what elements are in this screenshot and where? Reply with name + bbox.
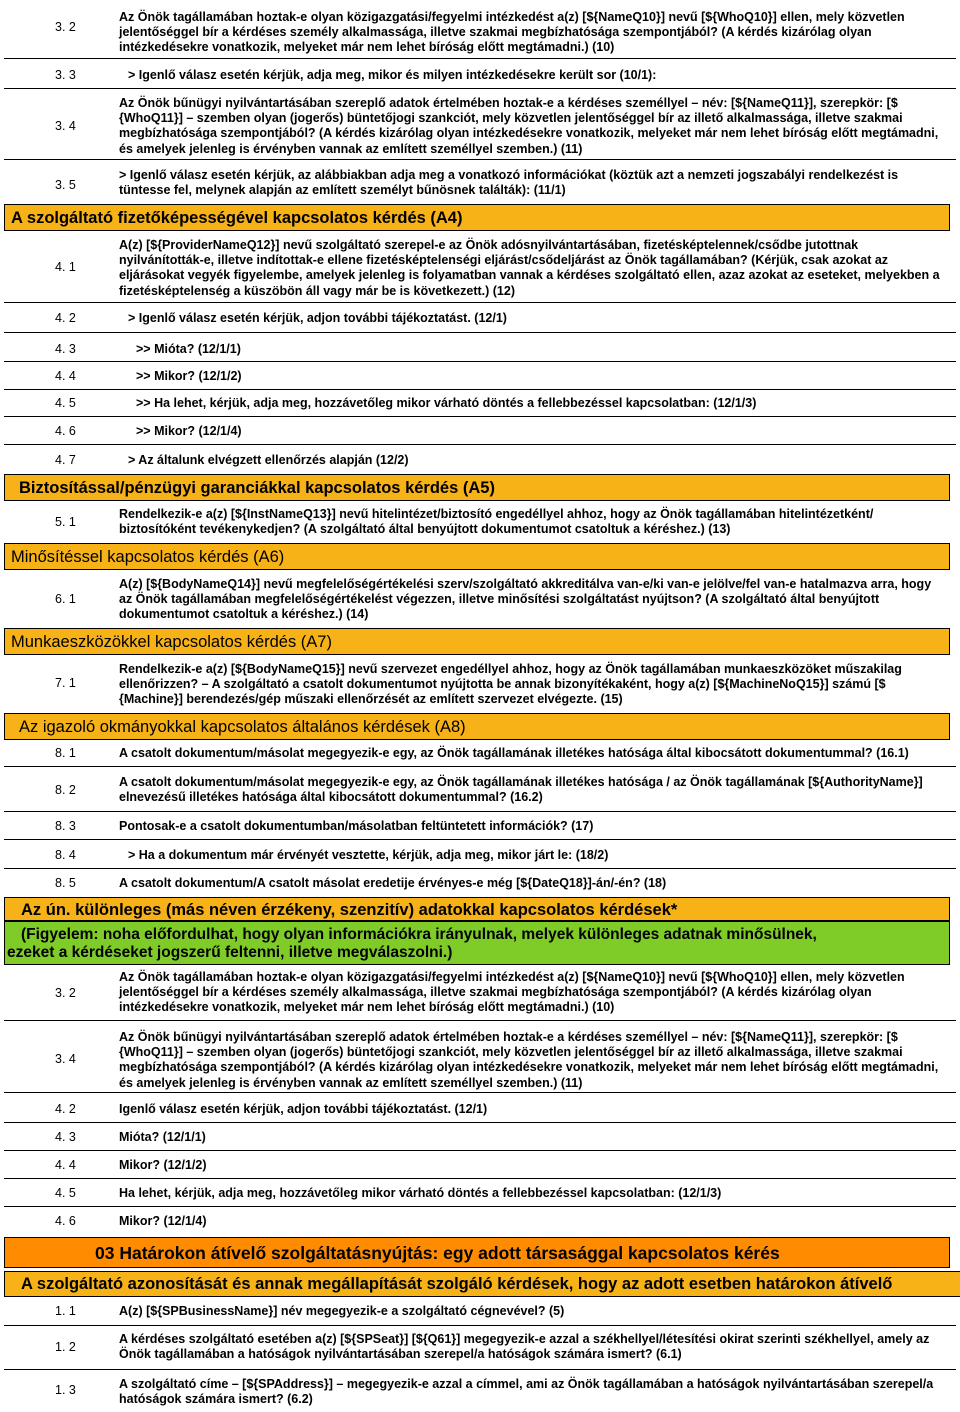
divider <box>4 1178 956 1179</box>
section-header-identification: A szolgáltató azonosítását és annak megállapítását szolgáló kérdések, hogy az adott esetben határokon átívelő <box>4 1271 960 1297</box>
item-number: 6. 1 <box>55 592 76 606</box>
divider <box>4 868 956 869</box>
item-number: 4. 3 <box>55 342 76 356</box>
divider <box>4 1020 956 1021</box>
item-number: 3. 3 <box>55 68 76 82</box>
question-text: >> Mióta? (12/1/1) <box>136 342 241 356</box>
question-text: A(z) [${SPBusinessName}] név megegyezik-e a szolgáltató cégnevével? (5) <box>119 1304 565 1318</box>
item-number: 4. 3 <box>55 1130 76 1144</box>
question-text: Az Önök tagállamában hoztak-e olyan közigazgatási/fegyelmi intézkedést a(z) [${NameQ10}] nevű [${WhoQ10}] ellen, mely közvetlen jelentőséggel bír a kérdéses személy alkalmassága, illetve szakmai megbízhatósága szempontjából? (A kérdés kizárólag olyan intézkedésekre vonatkozik, melyeket már nem lehet bíróság előtt megtámadni.) (10) <box>119 970 905 1015</box>
divider <box>4 1150 956 1151</box>
divider <box>4 389 956 390</box>
divider <box>4 1092 956 1093</box>
item-number: 8. 4 <box>55 848 76 862</box>
warning-line-1: (Figyelem: noha előfordulhat, hogy olyan információkra irányulnak, melyek különleges adatnak minősülnek, <box>21 926 817 943</box>
item-number: 1. 3 <box>55 1383 76 1397</box>
divider <box>4 1369 956 1370</box>
item-number: 5. 1 <box>55 515 76 529</box>
divider <box>4 444 956 445</box>
question-text: > Igenlő válasz esetén kérjük, az alábbiakban adja meg a vonatkozó információkat (köztük azt a nemzeti jogszabályi rendelkezést is tüntesse fel, melynek alapján az említett személyt bűnösnek találták): (11/1) <box>119 168 899 198</box>
question-text: Igenlő válasz esetén kérjük, adjon további tájékoztatást. (12/1) <box>119 1102 488 1116</box>
item-number: 8. 1 <box>55 746 76 760</box>
question-text: Az Önök bűnügyi nyilvántartásában szereplő adatok értelmében hoztak-e a kérdéses személlyel – név: [${NameQ11}], szerepkör: [$ {WhoQ11}] – szemben olyan (jogerős) büntetőjogi szankciót, mely közvetlen jelentőséggel bír az illető alkalmassága, illetve szakmai megbízhatósága szempontjából? (A kérdés kizárólag olyan intézkedésekre vonatkozik, melyeket már nem lehet bíróság előtt megtámadni, és amelyek jelenleg is érvényben vannak az említett személlyel szemben.) (11) <box>119 1030 939 1090</box>
question-text: A(z) [${BodyNameQ14}] nevű megfelelőségértékelési szerv/szolgáltató akkreditálva van-e/ki van-e jelölve/fel van-e hatalmazva arra, hogy az Önök tagállamában megfelelőségértékelést végezzen, illetve minősítési szolgáltatást nyújtson? (A szolgáltató által benyújtott dokumentumot csatoltuk a kéréshez.) (14) <box>119 577 932 622</box>
question-text: A csatolt dokumentum/másolat megegyezik-e egy, az Önök tagállamának illetékes hatósága / az Önök tagállamának [${AuthorityName}] elnevezésű illetékes hatósága által kibocsátott dokumentummal? (16.2) <box>119 775 923 805</box>
question-text: Mióta? (12/1/1) <box>119 1130 206 1144</box>
question-text: Az Önök bűnügyi nyilvántartásában szereplő adatok értelmében hoztak-e a kérdéses személlyel – név: [${NameQ11}], szerepkör: [$ {WhoQ11}] – szemben olyan (jogerős) büntetőjogi szankciót, mely közvetlen jelentőséggel bír az illető alkalmassága, illetve szakmai megbízhatósága szempontjából? (A kérdés kizárólag olyan intézkedésekre vonatkozik, melyeket már nem lehet bíróság előtt megtámadni, és amelyek jelenleg is érvényben vannak az említett személlyel szemben.) (11) <box>119 96 939 156</box>
divider <box>4 159 956 160</box>
question-text: Ha lehet, kérjük, adja meg, hozzávetőleg mikor várható döntés a fellebbezéssel kapcsolatban: (12/1/3) <box>119 1186 722 1200</box>
question-text: >> Mikor? (12/1/2) <box>136 369 242 383</box>
divider <box>4 361 956 362</box>
item-number: 4. 2 <box>55 1102 76 1116</box>
main-header-03: 03 Határokon átívelő szolgáltatásnyújtás: egy adott társasággal kapcsolatos kérés <box>4 1237 950 1268</box>
question-text: A szolgáltató címe – [${SPAddress}] – megegyezik-e azzal a címmel, ami az Önök tagállamában a hatóságok nyilvántartásában szerepel/a hatóságok számára ismert? (6.2) <box>119 1377 934 1407</box>
item-number: 3. 2 <box>55 20 76 34</box>
item-number: 1. 1 <box>55 1304 76 1318</box>
divider <box>4 811 956 812</box>
question-text: > Az általunk elvégzett ellenőrzés alapján (12/2) <box>128 453 409 467</box>
question-text: A(z) [${ProviderNameQ12}] nevű szolgáltató szerepel-e az Önök adósnyilvántartásában, fizetésképtelennek/csődbe jutottnak nyilvánították-e, illetve indítottak-e ellene fizetésképtelenségi eljárást/csődeljárást az Önök tagállamában? (Kérjük, csak azokat az eljárásokat vegyék figyelembe, amelyek jelenleg is folyamatban vannak a kérdéses szolgáltató ellen, azaz azokat az eseteket, melyekben a fizetésképtelenség a küszöbön áll vagy már be is következett.) (12) <box>119 238 940 298</box>
divider <box>4 1206 956 1207</box>
question-text: Mikor? (12/1/4) <box>119 1214 207 1228</box>
question-text: A kérdéses szolgáltató esetében a(z) [${SPSeat}] [${Q61}] megegyezik-e azzal a székhellyel/létesítési okirat szerinti székhellyel, amely az Önök tagállamában a hatóságok nyilvántartásában szerepel/a hatóságok számára ismert? (6.1) <box>119 1332 930 1362</box>
section-header-a7: Munkaeszközökkel kapcsolatos kérdés (A7) <box>4 628 950 655</box>
item-number: 7. 1 <box>55 676 76 690</box>
question-text: >> Ha lehet, kérjük, adja meg, hozzávetőleg mikor várható döntés a fellebbezéssel kapcsolatban: (12/1/3) <box>136 396 757 410</box>
question-text: Rendelkezik-e a(z) [${BodyNameQ15}] nevű szervezet engedéllyel ahhoz, hogy az Önök tagállamában munkaeszközöket műszakilag ellenőrizzen? – A szolgáltató a csatolt dokumentumot nyújtotta be annak bizonyítékaként, hogy a(z) [${MachineNoQ15}] számú [$ {Machine}] berendezés/gép műszaki ellenőrzését az említett szervezet elvégezte. (15) <box>119 662 902 707</box>
section-header-a8: Az igazoló okmányokkal kapcsolatos általános kérdések (A8) <box>4 713 950 740</box>
divider <box>4 332 956 333</box>
question-text: A csatolt dokumentum/másolat megegyezik-e egy, az Önök tagállamának illetékes hatósága által kibocsátott dokumentummal? (16.1) <box>119 746 909 760</box>
section-header-a5: Biztosítással/pénzügyi garanciákkal kapcsolatos kérdés (A5) <box>4 474 950 501</box>
warning-line-2: ezeket a kérdéseket jogszerű feltenni, illetve megválaszolni.) <box>7 944 453 961</box>
item-number: 4. 4 <box>55 1158 76 1172</box>
divider <box>4 839 956 840</box>
section-header-a4: A szolgáltató fizetőképességével kapcsolatos kérdés (A4) <box>4 204 950 231</box>
item-number: 3. 4 <box>55 119 76 133</box>
item-number: 4. 7 <box>55 453 76 467</box>
question-text: > Igenlő válasz esetén kérjük, adjon további tájékoztatást. (12/1) <box>128 311 507 325</box>
item-number: 4. 6 <box>55 1214 76 1228</box>
question-text: A csatolt dokumentum/A csatolt másolat eredetije érvényes-e még [${DateQ18}]-án/-én? (18) <box>119 876 667 890</box>
warning-box <box>4 921 950 965</box>
item-number: 3. 2 <box>55 986 76 1000</box>
item-number: 4. 5 <box>55 1186 76 1200</box>
question-text: Az Önök tagállamában hoztak-e olyan közigazgatási/fegyelmi intézkedést a(z) [${NameQ10}] nevű [${WhoQ10}] ellen, mely közvetlen jelentőséggel bír a kérdéses személy alkalmassága, illetve szakmai megbízhatósága szempontjából? (A kérdés kizárólag olyan intézkedésekre vonatkozik, melyeket már nem lehet bíróság előtt megtámadni.) (10) <box>119 10 905 55</box>
question-text: Mikor? (12/1/2) <box>119 1158 207 1172</box>
item-number: 4. 5 <box>55 396 76 410</box>
question-text: Pontosak-e a csatolt dokumentumban/másolatban feltüntetett információk? (17) <box>119 819 594 833</box>
question-text: > Igenlő válasz esetén kérjük, adja meg, mikor és milyen intézkedésekre került sor (10/1): <box>128 68 657 82</box>
divider <box>4 1122 956 1123</box>
divider <box>4 302 956 303</box>
section-header-special-data: Az ún. különleges (más néven érzékeny, szenzitív) adatokkal kapcsolatos kérdések* <box>4 897 950 921</box>
divider <box>4 416 956 417</box>
divider <box>4 766 956 767</box>
divider <box>4 1325 956 1326</box>
question-text: > Ha a dokumentum már érvényét vesztette, kérjük, adja meg, mikor járt le: (18/2) <box>128 848 609 862</box>
question-text: Rendelkezik-e a(z) [${InstNameQ13}] nevű hitelintézet/biztosító engedéllyel ahhoz, hogy az Önök tagállamában hitelintézetként/ biztosítóként tevékenykedjen? (A szolgáltató által benyújtott dokumentumot csatoltuk a kéréshez.) (13) <box>119 507 874 537</box>
item-number: 4. 1 <box>55 260 76 274</box>
item-number: 4. 4 <box>55 369 76 383</box>
item-number: 3. 5 <box>55 178 76 192</box>
item-number: 3. 4 <box>55 1052 76 1066</box>
item-number: 4. 2 <box>55 311 76 325</box>
item-number: 8. 2 <box>55 783 76 797</box>
divider <box>4 58 956 59</box>
divider <box>4 88 956 89</box>
section-header-a6: Minősítéssel kapcsolatos kérdés (A6) <box>4 543 950 570</box>
question-text: >> Mikor? (12/1/4) <box>136 424 242 438</box>
item-number: 4. 6 <box>55 424 76 438</box>
item-number: 8. 3 <box>55 819 76 833</box>
item-number: 1. 2 <box>55 1340 76 1354</box>
item-number: 8. 5 <box>55 876 76 890</box>
